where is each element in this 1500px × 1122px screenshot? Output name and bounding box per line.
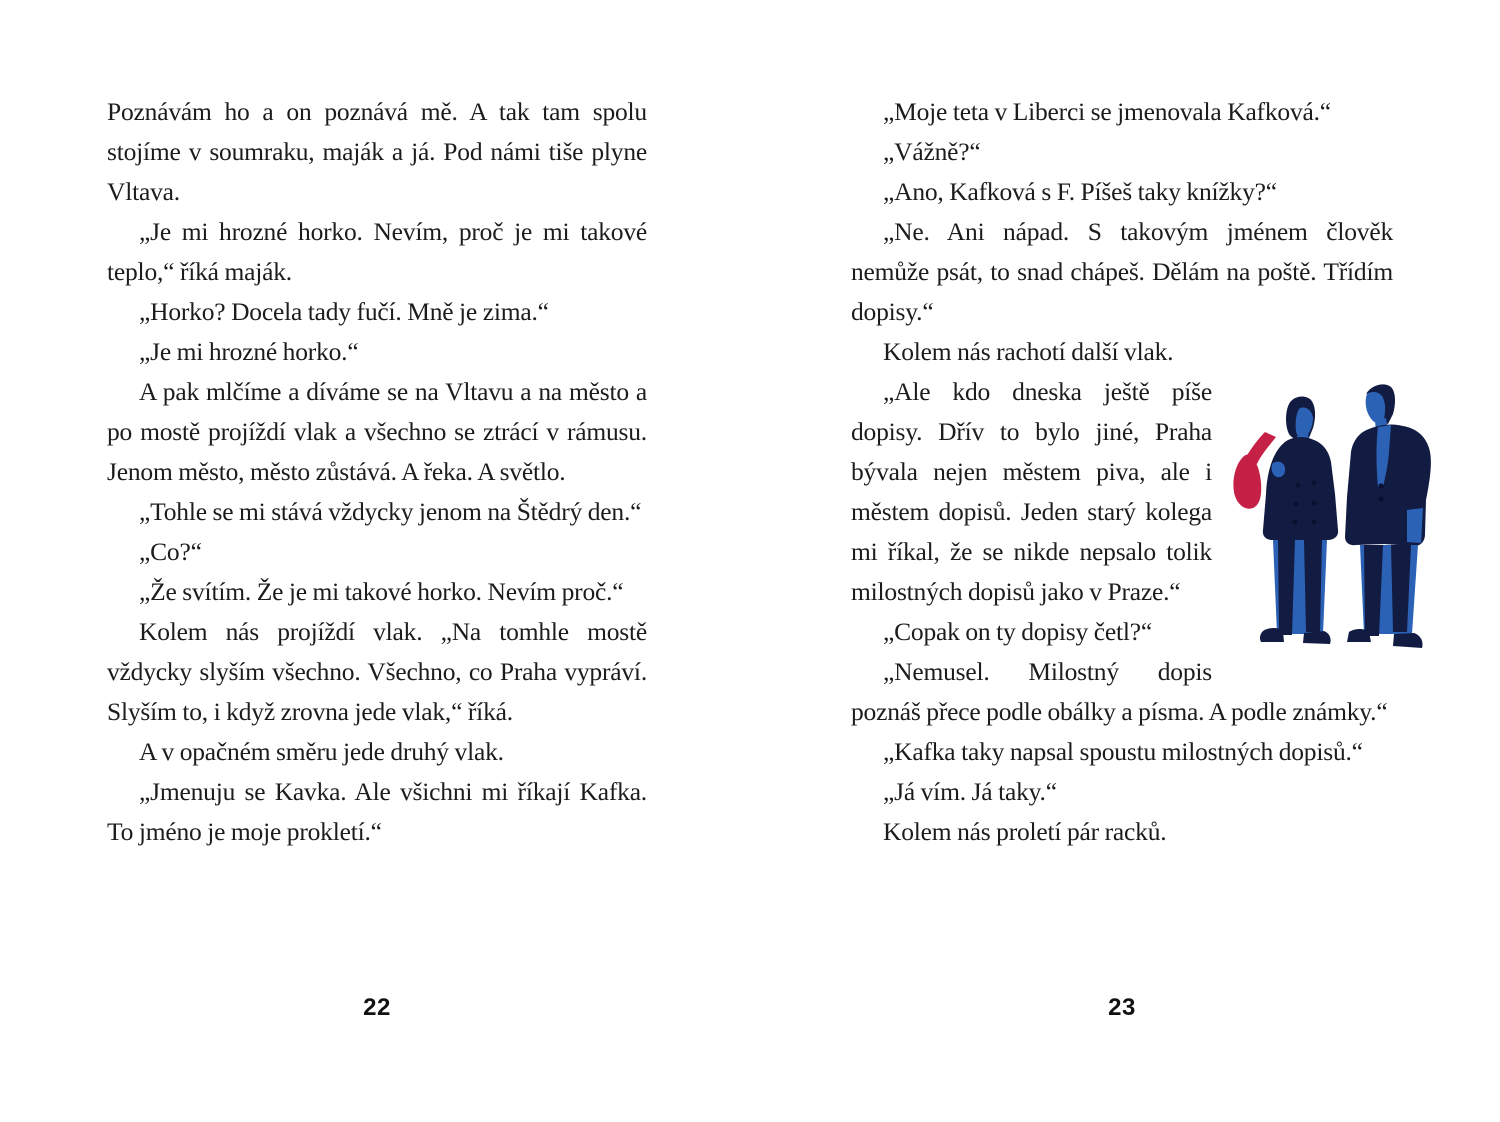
right-man-shoe — [1347, 629, 1371, 642]
page-23-text — [851, 92, 1393, 852]
paragraph: Kolem nás proletí pár racků. — [883, 817, 1167, 846]
paragraph: „Je mi hrozné horko.“ — [139, 337, 359, 366]
coat-button — [1311, 500, 1316, 505]
right-man-shoe — [1393, 633, 1423, 648]
paragraph: Kolem nás rachotí další vlak. — [883, 337, 1174, 366]
paragraph: „Vážně?“ — [883, 137, 981, 166]
coat-button — [1292, 519, 1297, 524]
paragraph: „Je mi hrozné horko. Nevím, proč je mi takové teplo,“ říká maják. — [107, 217, 647, 286]
coat-button — [1378, 496, 1383, 501]
coat-button — [1293, 501, 1298, 506]
paragraph: „Že svítím. Že je mi takové horko. Nevím proč.“ — [139, 577, 624, 606]
left-man-figure — [1233, 397, 1338, 644]
paragraph-with-illustration — [851, 372, 1393, 612]
paragraph: „Nemusel. Milostný dopis poznáš přece podle obálky a písma. A podle známky.“ — [851, 657, 1388, 726]
page-23 — [851, 92, 1393, 1021]
paragraph: A pak mlčíme a díváme se na Vltavu a na město a po mostě projíždí vlak a všechno se ztrácí v rámusu. Jenom město, město zůstává. A řeka. A světlo. — [107, 377, 647, 486]
left-man-shoe — [1303, 631, 1331, 644]
page-number-right: 23 — [1108, 994, 1136, 1021]
left-man-leg — [1304, 540, 1322, 632]
two-men-illustration-svg — [1232, 382, 1437, 654]
paragraph: „Tohle se mi stává vždycky jenom na Štědrý den.“ — [139, 497, 642, 526]
paragraph: Kolem nás projíždí vlak. „Na tomhle mostě vždycky slyším všechno. Všechno, co Praha vypráví. Slyším to, i když zrovna jede vlak,“ říká. — [107, 617, 647, 726]
paragraph: Poznávám ho a on poznává mě. A tak tam spolu stojíme v soumraku, maják a já. Pod námi tiše plyne Vltava. — [107, 97, 647, 206]
paragraph: A v opačném směru jede druhý vlak. — [139, 737, 504, 766]
paragraph-text: „Ale kdo dneska ještě píše dopisy. Dřív to bylo jiné, Praha bývala nejen městem piva, ale i městem dopisů. Jeden starý kolega mi říkal, že se nikde nepsalo tolik milostných dopisů jako v Praze.“ — [851, 377, 1212, 606]
paragraph: „Moje teta v Liberci se jmenovala Kafková.“ — [883, 97, 1331, 126]
two-men-illustration — [1232, 382, 1437, 654]
paragraph: „Copak on ty dopisy četl?“ — [883, 617, 1152, 646]
left-man-shoe — [1260, 628, 1284, 642]
left-man-coat — [1263, 437, 1338, 540]
page-22-text — [107, 92, 647, 852]
left-man-leg — [1278, 540, 1295, 635]
coat-button — [1295, 482, 1300, 487]
paragraph: „Co?“ — [139, 537, 202, 566]
paragraph: „Já vím. Já taky.“ — [883, 777, 1057, 806]
coat-button — [1311, 519, 1316, 524]
paragraph: „Jmenuju se Kavka. Ale všichni mi říkají Kafka. To jméno je moje prokletí.“ — [107, 777, 647, 846]
paragraph: „Kafka taky napsal spoustu milostných dopisů.“ — [883, 737, 1363, 766]
paragraph: „Ano, Kafková s F. Píšeš taky knížky?“ — [883, 177, 1277, 206]
page-number-left: 22 — [363, 994, 391, 1021]
coat-button — [1378, 483, 1383, 488]
right-man-figure — [1345, 384, 1431, 648]
paragraph: „Ne. Ani nápad. S takovým jménem člověk nemůže psát, to snad chápeš. Dělám na poště. Třídím dopisy.“ — [851, 217, 1393, 326]
right-man-coat-lining — [1407, 508, 1423, 543]
paragraph: „Horko? Docela tady fučí. Mně je zima.“ — [139, 297, 549, 326]
coat-button — [1311, 480, 1316, 485]
page-22 — [107, 92, 647, 1021]
